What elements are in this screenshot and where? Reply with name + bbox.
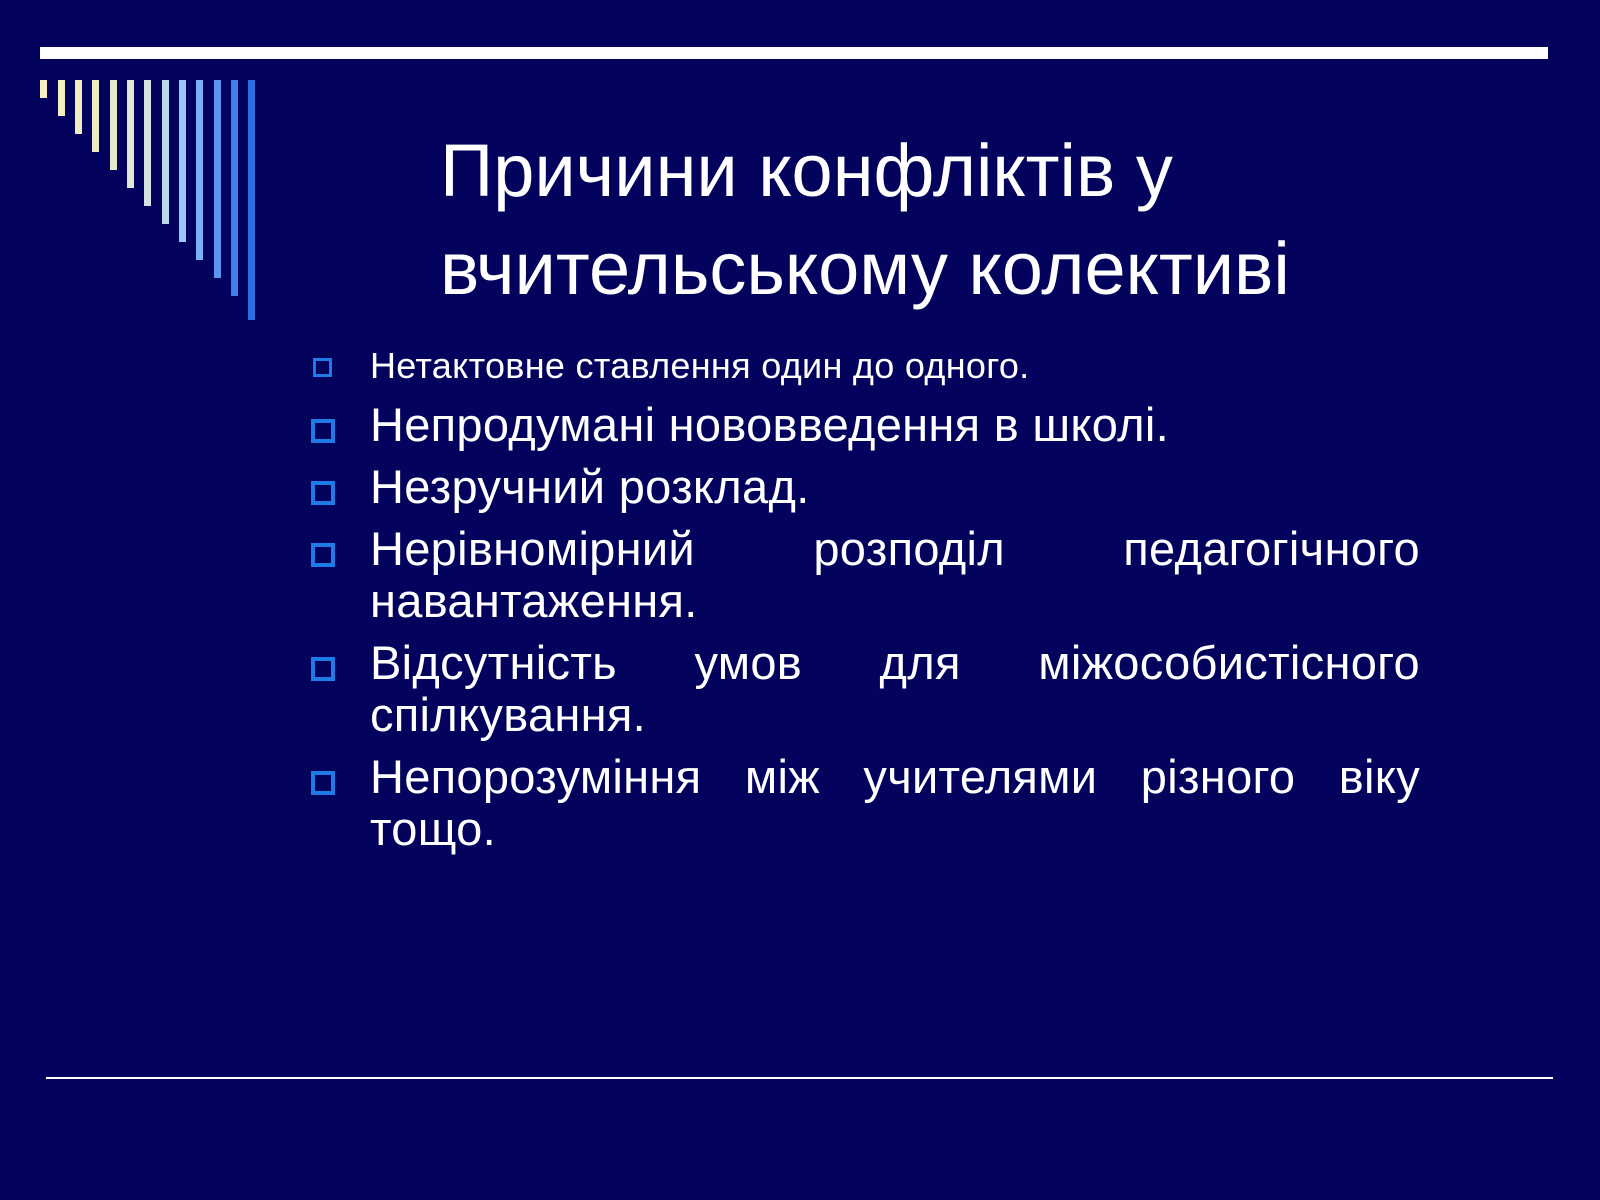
stripe (231, 80, 238, 296)
bullet-item (310, 461, 1420, 513)
bottom-horizontal-rule (46, 1077, 1553, 1079)
title-line: Причини конфліктів у (440, 129, 1173, 212)
slide-title (440, 122, 1560, 318)
bullet-text: Незручний розклад. (370, 460, 810, 513)
stripe (144, 80, 151, 206)
stripe (214, 80, 221, 278)
square-bullet-icon (313, 358, 332, 377)
square-bullet-icon (311, 543, 335, 567)
bullet-item (310, 751, 1420, 855)
stripe (127, 80, 134, 188)
stripe (58, 80, 65, 116)
bullet-text: Відсутність умов для міжособистісного спілкування. (370, 636, 1420, 741)
bullet-item (310, 399, 1420, 451)
bullet-item (310, 637, 1420, 741)
bullet-text: Нетактовне ставлення один до одного. (370, 345, 1030, 386)
square-bullet-icon (311, 657, 335, 681)
stripe (248, 80, 255, 320)
title-line: вчительському колективі (440, 227, 1290, 310)
square-bullet-icon (311, 771, 335, 795)
bullet-item (310, 523, 1420, 627)
decorative-stripes (0, 0, 280, 330)
stripe (110, 80, 117, 170)
stripe (179, 80, 186, 242)
square-bullet-icon (311, 481, 335, 505)
bullet-item (310, 345, 1420, 387)
stripe (92, 80, 99, 152)
square-bullet-icon (311, 419, 335, 443)
bullet-text: Непорозуміння між учителями різного віку тощо. (370, 750, 1420, 855)
stripe (196, 80, 203, 260)
stripe (162, 80, 169, 224)
stripe (40, 80, 47, 98)
bullet-list (310, 345, 1420, 865)
bullet-text: Непродумані нововведення в школі. (370, 398, 1170, 451)
bullet-text: Нерівномірний розподіл педагогічного навантаження. (370, 522, 1420, 627)
stripe (75, 80, 82, 134)
